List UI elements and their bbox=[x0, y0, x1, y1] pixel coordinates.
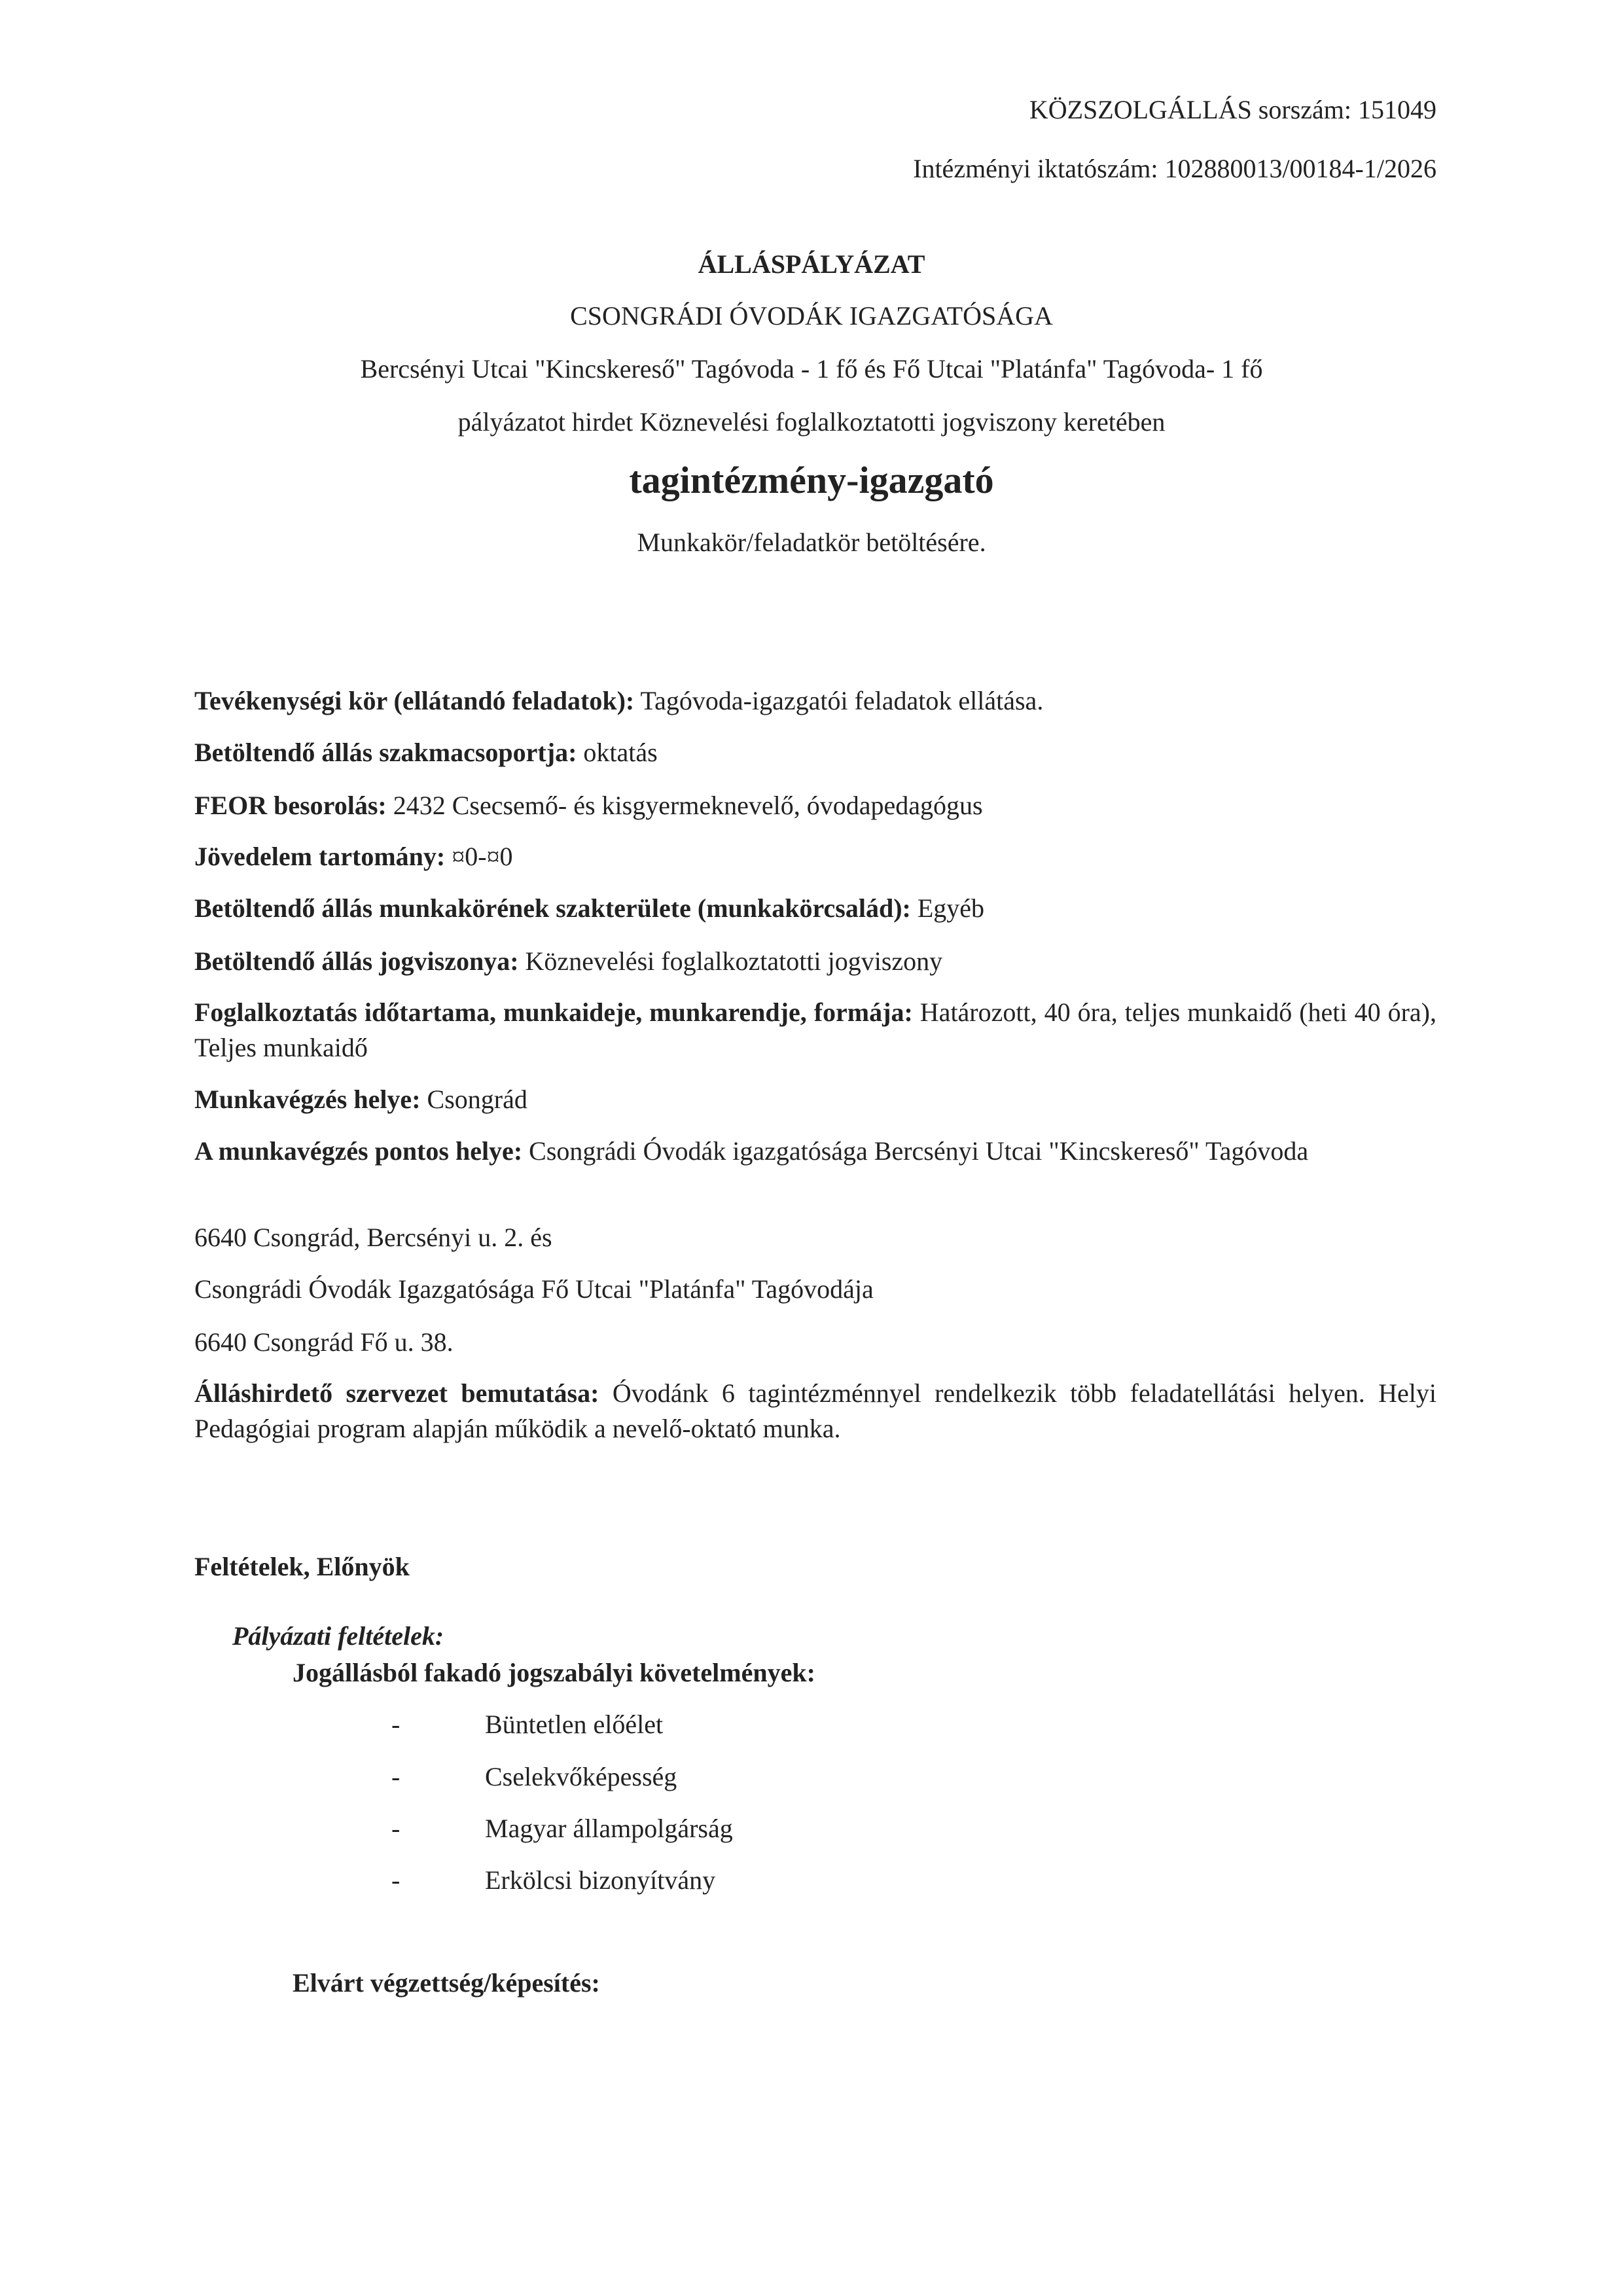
field-income bbox=[194, 839, 1436, 874]
field-value: Egyéb bbox=[910, 893, 985, 923]
field-value: Köznevelési foglalkoztatotti jogviszony bbox=[518, 946, 943, 976]
field-activity bbox=[194, 683, 1436, 719]
registration-number: Intézményi iktatószám: 102880013/00184-1/2026 bbox=[913, 154, 1436, 183]
address-line: 6640 Csongrád Fő u. 38. bbox=[194, 1327, 454, 1357]
organization-intro bbox=[194, 1376, 1436, 1446]
organization-name: CSONGRÁDI ÓVODÁK IGAZGATÓSÁGA bbox=[570, 301, 1053, 331]
field-value: Csongrád bbox=[420, 1085, 527, 1114]
field-value: ¤0-¤0 bbox=[445, 842, 513, 871]
conditions-section-title: Feltételek, Előnyök bbox=[194, 1552, 410, 1581]
announcement-line: pályázatot hirdet Köznevelési foglalkoztatotti jogviszony keretében bbox=[457, 407, 1166, 437]
requirement-text: Erkölcsi bizonyítvány bbox=[485, 1865, 716, 1895]
field-value: oktatás bbox=[577, 738, 658, 767]
bullet-marker: - bbox=[391, 1814, 401, 1843]
field-label: Álláshirdető szervezet bemutatása: bbox=[194, 1378, 599, 1408]
field-feor bbox=[194, 788, 1436, 823]
units-line: Bercsényi Utcai "Kincskereső" Tagóvoda - 1 fő és Fő Utcai "Platánfa" Tagóvoda- 1 fő bbox=[360, 354, 1263, 384]
field-label: Jövedelem tartomány: bbox=[194, 842, 446, 871]
document-heading: ÁLLÁSPÁLYÁZAT bbox=[698, 249, 925, 279]
address-line: Csongrádi Óvodák Igazgatósága Fő Utcai "Platánfa" Tagóvodája bbox=[194, 1274, 874, 1304]
field-workplace bbox=[194, 1082, 1436, 1117]
legal-requirements-heading: Jogállásból fakadó jogszabályi követelmények: bbox=[293, 1658, 815, 1687]
field-label: Betöltendő állás szakmacsoportja: bbox=[194, 738, 577, 767]
requirement-text: Cselekvőképesség bbox=[485, 1762, 677, 1791]
field-value: 2432 Csecsemő- és kisgyermeknevelő, óvodapedagógus bbox=[386, 791, 983, 820]
field-professional-group bbox=[194, 735, 1436, 770]
field-exact-workplace bbox=[194, 1134, 1436, 1169]
field-value: Óvodánk 6 tagintézménnyel rendelkezik több feladatellátási helyen. Helyi Pedagógiai program alapján működik a nevelő-oktató munka. bbox=[194, 1378, 1436, 1443]
address-line: 6640 Csongrád, Bercsényi u. 2. és bbox=[194, 1223, 552, 1252]
field-label: Foglalkoztatás időtartama, munkaideje, munkarendje, formája: bbox=[194, 997, 913, 1027]
field-job-family bbox=[194, 891, 1436, 926]
bullet-marker: - bbox=[391, 1762, 401, 1791]
field-label: Betöltendő állás munkakörének szakterülete (munkakörcsalád): bbox=[194, 893, 911, 923]
field-label: Betöltendő állás jogviszonya: bbox=[194, 946, 519, 976]
field-value: Tagóvoda-igazgatói feladatok ellátása. bbox=[634, 686, 1044, 715]
field-label: A munkavégzés pontos helye: bbox=[194, 1136, 523, 1166]
field-label: FEOR besorolás: bbox=[194, 791, 387, 820]
subtitle: Munkakör/feladatkör betöltésére. bbox=[637, 528, 986, 557]
serial-number: KÖZSZOLGÁLLÁS sorszám: 151049 bbox=[1029, 95, 1436, 124]
field-value: Határozott, 40 óra, teljes munkaidő (heti 40 óra), Teljes munkaidő bbox=[194, 997, 1436, 1062]
field-value: Csongrádi Óvodák igazgatósága Bercsényi Utcai "Kincskereső" Tagóvoda bbox=[522, 1136, 1309, 1166]
bullet-marker: - bbox=[391, 1710, 401, 1739]
requirement-text: Magyar állampolgárság bbox=[485, 1814, 733, 1843]
position-title: tagintézmény-igazgató bbox=[629, 459, 994, 501]
education-heading: Elvárt végzettség/képesítés: bbox=[293, 1968, 600, 1998]
field-legal-relationship bbox=[194, 944, 1436, 979]
field-label: Munkavégzés helye: bbox=[194, 1085, 421, 1114]
field-label: Tevékenységi kör (ellátandó feladatok): bbox=[194, 686, 635, 715]
bullet-marker: - bbox=[391, 1865, 401, 1895]
requirement-text: Büntetlen előélet bbox=[485, 1710, 664, 1739]
application-conditions-heading: Pályázati feltételek: bbox=[232, 1621, 444, 1651]
field-working-time bbox=[194, 995, 1436, 1066]
